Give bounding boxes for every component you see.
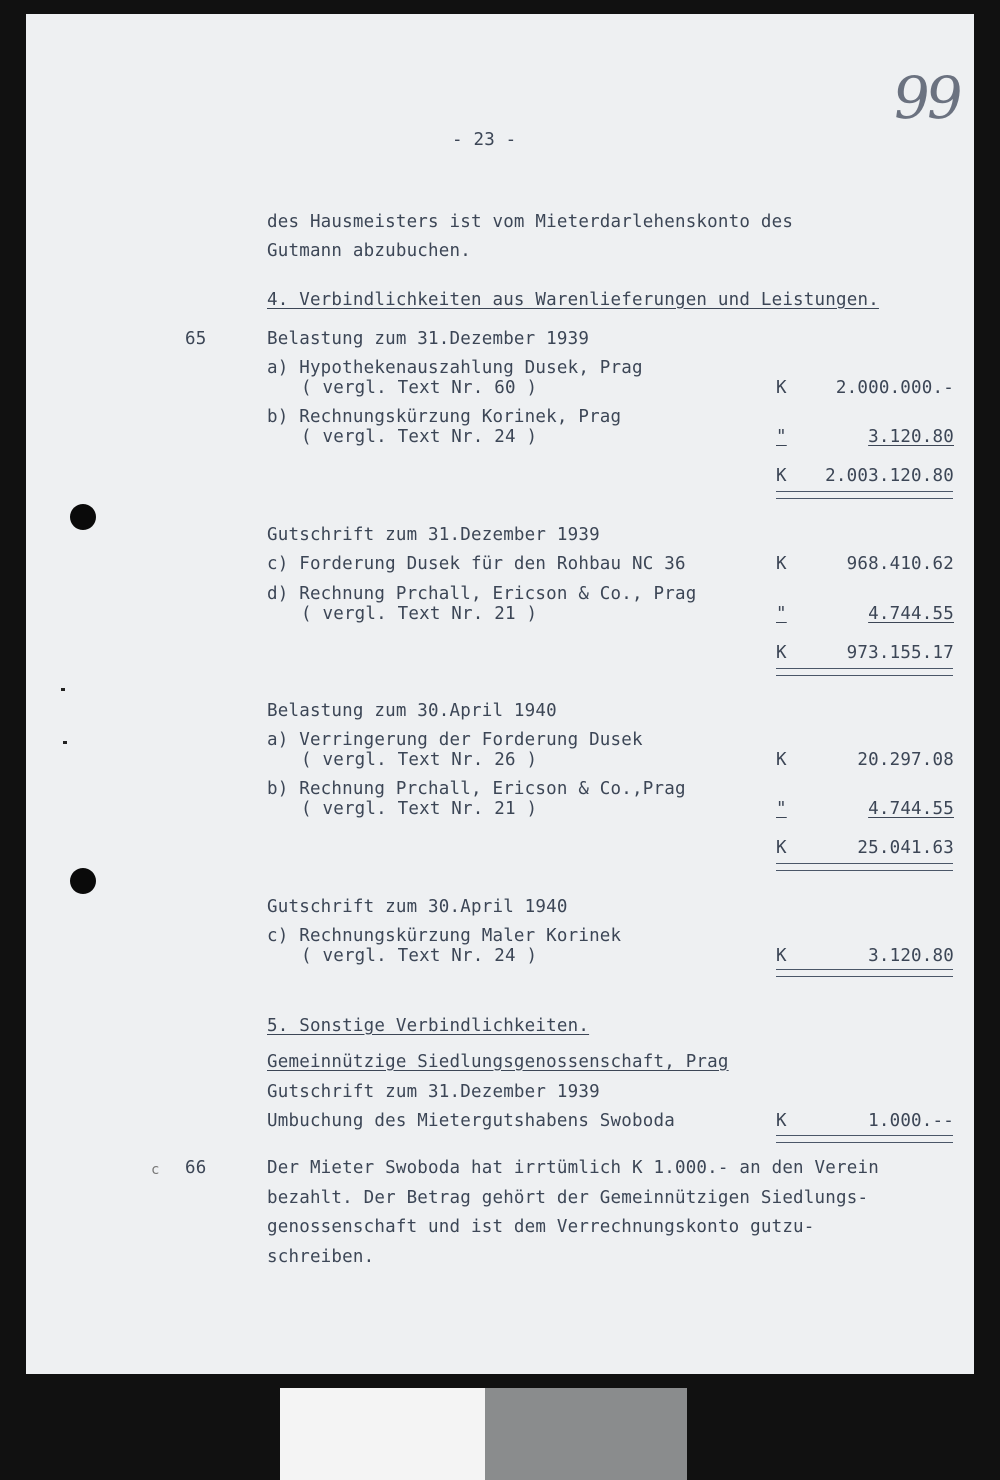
entry-reference: ( vergl. Text Nr. 26 ) (301, 750, 538, 770)
currency-mark: K (776, 554, 787, 574)
entry-line: a) Hypothekenauszahlung Dusek, Prag (267, 358, 643, 378)
page-number: - 23 - (452, 130, 517, 150)
amount: 1.000.-- (868, 1111, 954, 1131)
total-amount: 2.003.120.80 (825, 466, 954, 486)
section-4-heading: 4. Verbindlichkeiten aus Warenlieferungen und Leistungen. (267, 290, 879, 310)
intro-line: Gutmann abzubuchen. (267, 241, 471, 261)
entry-reference: ( vergl. Text Nr. 24 ) (301, 946, 538, 966)
section-5-heading: 5. Sonstige Verbindlichkeiten. (267, 1016, 590, 1036)
currency-mark: K (776, 466, 787, 486)
total-amount: 973.155.17 (846, 643, 954, 663)
entry-line: b) Rechnung Prchall, Ericson & Co.,Prag (267, 779, 686, 799)
amount: 3.120.80 (868, 946, 954, 966)
amount: 3.120.80 (868, 427, 954, 447)
amount: 20.297.08 (857, 750, 954, 770)
ditto-mark: " (776, 427, 787, 447)
margin-mark: c (151, 1162, 160, 1178)
block-title: Gutschrift zum 31.Dezember 1939 (267, 1082, 600, 1102)
double-underline (776, 969, 953, 977)
currency-mark: K (776, 750, 787, 770)
block-title: Belastung zum 30.April 1940 (267, 701, 557, 721)
amount: 2.000.000.- (835, 378, 954, 398)
entry-line: a) Verringerung der Forderung Dusek (267, 730, 643, 750)
note-line: bezahlt. Der Betrag gehört der Gemeinnützigen Siedlungs- (267, 1188, 869, 1208)
punch-hole (70, 504, 96, 530)
entry-line: Umbuchung des Mietergutshabens Swoboda (267, 1111, 675, 1131)
block-title: Gutschrift zum 31.Dezember 1939 (267, 525, 600, 545)
calibration-gray-patch (485, 1388, 687, 1480)
paper-mark (61, 688, 65, 691)
entry-line: b) Rechnungskürzung Korinek, Prag (267, 407, 622, 427)
double-underline (776, 668, 953, 676)
margin-number-66: 66 (185, 1158, 207, 1178)
entry-line: c) Forderung Dusek für den Rohbau NC 36 (267, 554, 686, 574)
amount: 968.410.62 (846, 554, 954, 574)
double-underline (776, 1135, 953, 1143)
currency-mark: K (776, 378, 787, 398)
currency-mark: K (776, 838, 787, 858)
entry-line: c) Rechnungskürzung Maler Korinek (267, 926, 622, 946)
calibration-white-patch (280, 1388, 485, 1480)
note-line: Der Mieter Swoboda hat irrtümlich K 1.000.- an den Verein (267, 1158, 879, 1178)
double-underline (776, 491, 953, 499)
note-line: schreiben. (267, 1247, 375, 1267)
margin-number-65: 65 (185, 329, 207, 349)
punch-hole (70, 868, 96, 894)
entry-reference: ( vergl. Text Nr. 24 ) (301, 427, 538, 447)
note-line: genossenschaft und ist dem Verrechnungskonto gutzu- (267, 1217, 815, 1237)
paper-mark (63, 741, 67, 744)
entry-line: d) Rechnung Prchall, Ericson & Co., Prag (267, 584, 697, 604)
amount: 4.744.55 (868, 604, 954, 624)
block-title: Gutschrift zum 30.April 1940 (267, 897, 568, 917)
ditto-mark: " (776, 604, 787, 624)
ditto-mark: " (776, 799, 787, 819)
entry-reference: ( vergl. Text Nr. 21 ) (301, 799, 538, 819)
section-5-subheading: Gemeinnützige Siedlungsgenossenschaft, Prag (267, 1052, 729, 1072)
handwritten-folio-number: 99 (888, 64, 964, 132)
block-title: Belastung zum 31.Dezember 1939 (267, 329, 590, 349)
amount: 4.744.55 (868, 799, 954, 819)
currency-mark: K (776, 1111, 787, 1131)
entry-reference: ( vergl. Text Nr. 21 ) (301, 604, 538, 624)
entry-reference: ( vergl. Text Nr. 60 ) (301, 378, 538, 398)
intro-line: des Hausmeisters ist vom Mieterdarlehenskonto des (267, 212, 794, 232)
currency-mark: K (776, 643, 787, 663)
currency-mark: K (776, 946, 787, 966)
total-amount: 25.041.63 (857, 838, 954, 858)
double-underline (776, 863, 953, 871)
